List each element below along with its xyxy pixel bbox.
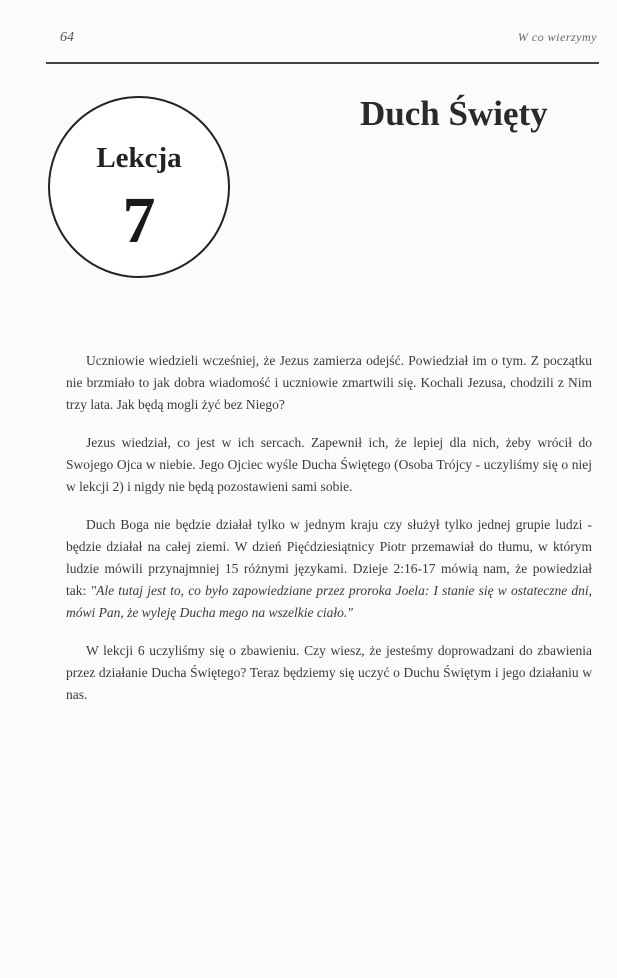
paragraph-text: Uczniowie wiedzieli wcześniej, że Jezus zamierza odejść. Powiedział im o tym. Z początku nie brzmiało to jak dobra wiadomość i uczniowie zmartwili się. Kochali Jezusa, chodzili z Nim trzy lata. Jak będą mogli żyć bez Niego? xyxy=(66,353,592,412)
paragraph xyxy=(66,640,592,706)
lesson-body xyxy=(66,350,592,722)
page-header xyxy=(46,30,597,54)
running-head: W co wierzymy xyxy=(517,30,597,44)
lesson-number: 7 xyxy=(122,184,156,257)
lesson-label: Lekcja xyxy=(96,142,182,174)
paragraph-text: Duch Boga nie będzie działał tylko w jednym kraju czy służył tylko jednej grupie ludzi - będzie działał na całej ziemi. W dzień Pięćdziesiątnicy Piotr przemawiał do tłumu, w którym ludzie mówili przynajmniej 15 różnymi językami. Dzieje 2:16-17 mówią nam, że powiedział tak: xyxy=(66,517,592,598)
paragraph-text: Jezus wiedział, co jest w ich sercach. Zapewnił ich, że lepiej dla nich, żeby wrócił do Swojego Ojca w niebie. Jego Ojciec wyśle Ducha Świętego (Osoba Trójcy - uczyliśmy się o niej w lekcji 2) i nigdy nie będą pozostawieni sami sobie. xyxy=(66,435,592,494)
paragraph xyxy=(66,350,592,416)
paragraph xyxy=(66,514,592,624)
paragraph-text: W lekcji 6 uczyliśmy się o zbawieniu. Czy wiesz, że jesteśmy doprowadzani do zbawienia przez działanie Ducha Świętego? Teraz będziemy się uczyć o Duchu Świętym i jego działaniu w nas. xyxy=(66,643,592,702)
header-rule xyxy=(46,62,599,64)
lesson-badge xyxy=(48,96,230,278)
paragraph xyxy=(66,432,592,498)
scripture-quote: "Ale tutaj jest to, co było zapowiedziane przez proroka Joela: I stanie się w ostateczne dni, mówi Pan, że wyleję Ducha mego na wszelkie ciało." xyxy=(66,583,592,620)
lesson-title: Duch Święty xyxy=(360,94,548,133)
page-number: 64 xyxy=(60,30,74,45)
